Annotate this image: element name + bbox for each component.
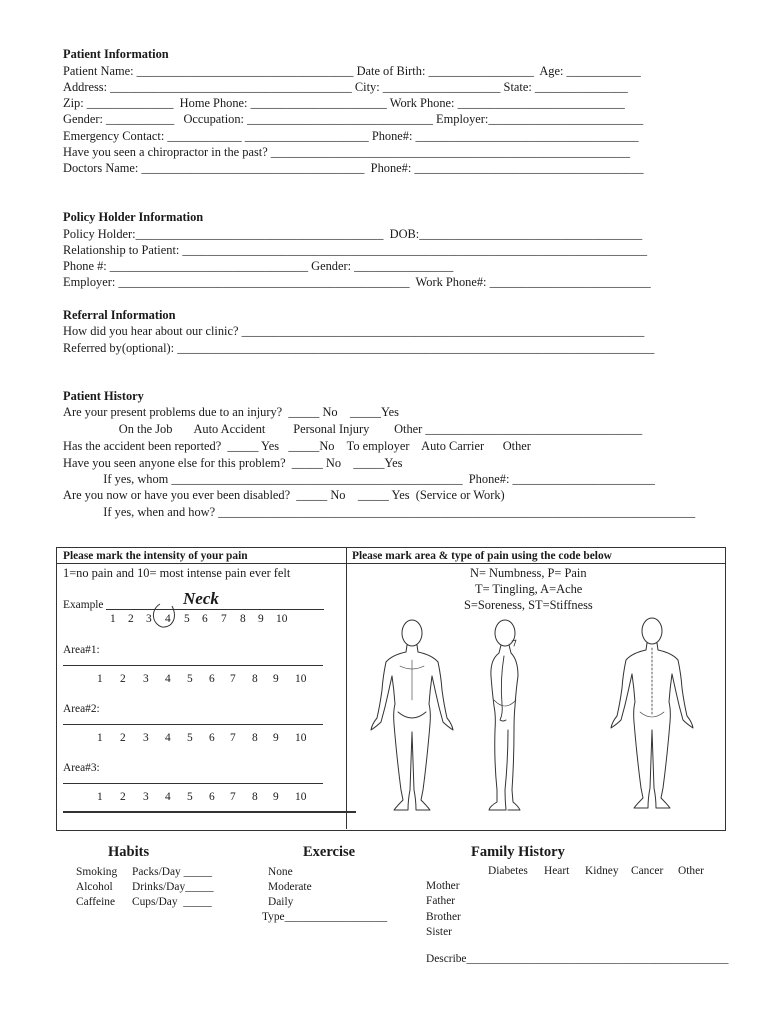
emergency-contact-line[interactable]: Emergency Contact: ____________ ____________________ Phone#: ____________________________________ (63, 129, 639, 143)
scale-number[interactable]: 7 (230, 791, 236, 803)
referral-title: Referral Information (63, 308, 176, 322)
scale-number[interactable]: 3 (143, 791, 149, 803)
policy-holder-line[interactable]: Policy Holder:________________________________________ DOB:____________________________________ (63, 227, 643, 241)
describe-field[interactable]: Describe______________________________________________ (426, 953, 729, 965)
example-label: Example (63, 599, 104, 611)
area-3-label: Area#3: (63, 762, 100, 774)
family-member: Father (426, 895, 456, 907)
scale-number: 2 (128, 613, 134, 625)
scale-number[interactable]: 2 (120, 673, 126, 685)
family-member: Brother (426, 911, 461, 923)
scale-number[interactable]: 7 (230, 673, 236, 685)
example-value: Neck (183, 589, 219, 608)
scale-number[interactable]: 10 (295, 673, 307, 685)
scale-number: 7 (221, 613, 227, 625)
hear-about-line[interactable]: How did you hear about our clinic? _________________________________________________________________ (63, 324, 645, 338)
scale-number[interactable]: 8 (252, 791, 258, 803)
scale-number[interactable]: 4 (165, 673, 171, 685)
scale-number[interactable]: 1 (97, 673, 103, 685)
scale-number[interactable]: 10 (295, 732, 307, 744)
relationship-line[interactable]: Relationship to Patient: ___________________________________________________________________________ (63, 243, 648, 257)
injury-line[interactable]: Are your present problems due to an injury? _____ No _____Yes (63, 405, 399, 419)
scale-number[interactable]: 9 (273, 791, 279, 803)
pain-scale-description: 1=no pain and 10= most intense pain ever felt (63, 566, 291, 580)
habit-measure[interactable]: Drinks/Day_____ (132, 881, 214, 893)
referred-by-line[interactable]: Referred by(optional): _____________________________________________________________________________ (63, 341, 655, 355)
scale-number[interactable]: 9 (273, 673, 279, 685)
when-how-line[interactable]: If yes, when and how? _____________________________________________________________________________ (63, 505, 696, 519)
scale-number: 6 (202, 613, 208, 625)
chiropractor-line[interactable]: Have you seen a chiropractor in the past? __________________________________________________________ (63, 145, 631, 159)
pain-intensity-header: Please mark the intensity of your pain (63, 550, 248, 562)
disabled-line[interactable]: Are you now or have you ever been disabled? _____ No _____ Yes (Service or Work) (63, 488, 505, 502)
patient-name-line[interactable]: Patient Name: ___________________________________ Date of Birth: _________________ Age: ____________ (63, 64, 641, 78)
habit-measure[interactable]: Cups/Day _____ (132, 896, 212, 908)
exercise-type-field[interactable]: Type__________________ (262, 911, 388, 923)
scale-number: 4 (165, 613, 171, 625)
pain-area-header: Please mark area & type of pain using the code below (352, 550, 612, 562)
exercise-option[interactable]: None (268, 866, 293, 878)
body-back-figure[interactable] (611, 618, 693, 808)
history-title: Patient History (63, 389, 144, 403)
exercise-title: Exercise (303, 844, 356, 860)
scale-number[interactable]: 10 (295, 791, 307, 803)
scale-number[interactable]: 3 (143, 673, 149, 685)
scale-number: 9 (258, 613, 264, 625)
body-side-figure[interactable] (489, 620, 520, 810)
scale-number[interactable]: 8 (252, 673, 258, 685)
habit-name: Alcohol (76, 881, 113, 893)
accident-reported-line[interactable]: Has the accident been reported? _____ Yes _____No To employer Auto Carrier Other (63, 439, 531, 453)
scale-number: 8 (240, 613, 246, 625)
family-member: Sister (426, 926, 452, 938)
family-condition: Diabetes (488, 865, 528, 877)
family-condition: Other (678, 865, 704, 877)
exercise-option[interactable]: Moderate (268, 881, 312, 893)
scale-number[interactable]: 2 (120, 791, 126, 803)
scale-number: 1 (110, 613, 116, 625)
scale-number[interactable]: 2 (120, 732, 126, 744)
scale-number[interactable]: 1 (97, 732, 103, 744)
doctors-name-line[interactable]: Doctors Name: ____________________________________ Phone#: _____________________________________ (63, 161, 644, 175)
scale-number[interactable]: 6 (209, 673, 215, 685)
scale-number: 3 (146, 613, 152, 625)
if-yes-whom-line[interactable]: If yes, whom _______________________________________________ Phone#: _______________________ (63, 472, 655, 486)
scale-number[interactable]: 7 (230, 732, 236, 744)
injury-type-line[interactable]: On the Job Auto Accident Personal Injury Other ___________________________________ (63, 422, 643, 436)
scale-number[interactable]: 4 (165, 791, 171, 803)
address-line[interactable]: Address: _______________________________________ City: ___________________ State: _______________ (63, 80, 628, 94)
scale-number[interactable]: 8 (252, 732, 258, 744)
scale-number[interactable]: 6 (209, 791, 215, 803)
scale-number: 10 (276, 613, 288, 625)
pain-code-line: S=Soreness, ST=Stiffness (464, 598, 593, 612)
habit-name: Caffeine (76, 896, 116, 908)
scale-number[interactable]: 9 (273, 732, 279, 744)
pain-code-line: T= Tingling, A=Ache (475, 582, 583, 596)
scale-number[interactable]: 4 (165, 732, 171, 744)
area-2-label: Area#2: (63, 703, 100, 715)
habit-measure[interactable]: Packs/Day _____ (132, 866, 213, 878)
habits-title: Habits (108, 844, 150, 860)
gender-line[interactable]: Gender: ___________ Occupation: ______________________________ Employer:_________________________ (63, 112, 644, 126)
body-front-figure[interactable] (371, 620, 453, 810)
family-member: Mother (426, 880, 460, 892)
scale-number[interactable]: 5 (187, 732, 193, 744)
scale-number: 5 (184, 613, 190, 625)
scale-number[interactable]: 6 (209, 732, 215, 744)
pain-code-line: N= Numbness, P= Pain (470, 566, 587, 580)
seen-anyone-line[interactable]: Have you seen anyone else for this problem? _____ No _____Yes (63, 456, 403, 470)
scale-number[interactable]: 5 (187, 791, 193, 803)
exercise-option[interactable]: Daily (268, 896, 294, 908)
family-history-title: Family History (471, 844, 565, 860)
zip-line[interactable]: Zip: ______________ Home Phone: ______________________ Work Phone: ___________________________ (63, 96, 625, 110)
area-1-label: Area#1: (63, 644, 100, 656)
family-condition: Cancer (631, 865, 664, 877)
scale-number[interactable]: 1 (97, 791, 103, 803)
scale-number[interactable]: 3 (143, 732, 149, 744)
scale-number[interactable]: 5 (187, 673, 193, 685)
habit-name: Smoking (76, 866, 118, 878)
policy-holder-title: Policy Holder Information (63, 210, 204, 224)
policy-phone-line[interactable]: Phone #: ________________________________ Gender: ________________ (63, 259, 454, 273)
patient-info-title: Patient Information (63, 47, 169, 61)
family-condition: Kidney (585, 865, 619, 877)
policy-employer-line[interactable]: Employer: _______________________________________________ Work Phone#: __________________________ (63, 275, 651, 289)
family-condition: Heart (544, 865, 570, 877)
